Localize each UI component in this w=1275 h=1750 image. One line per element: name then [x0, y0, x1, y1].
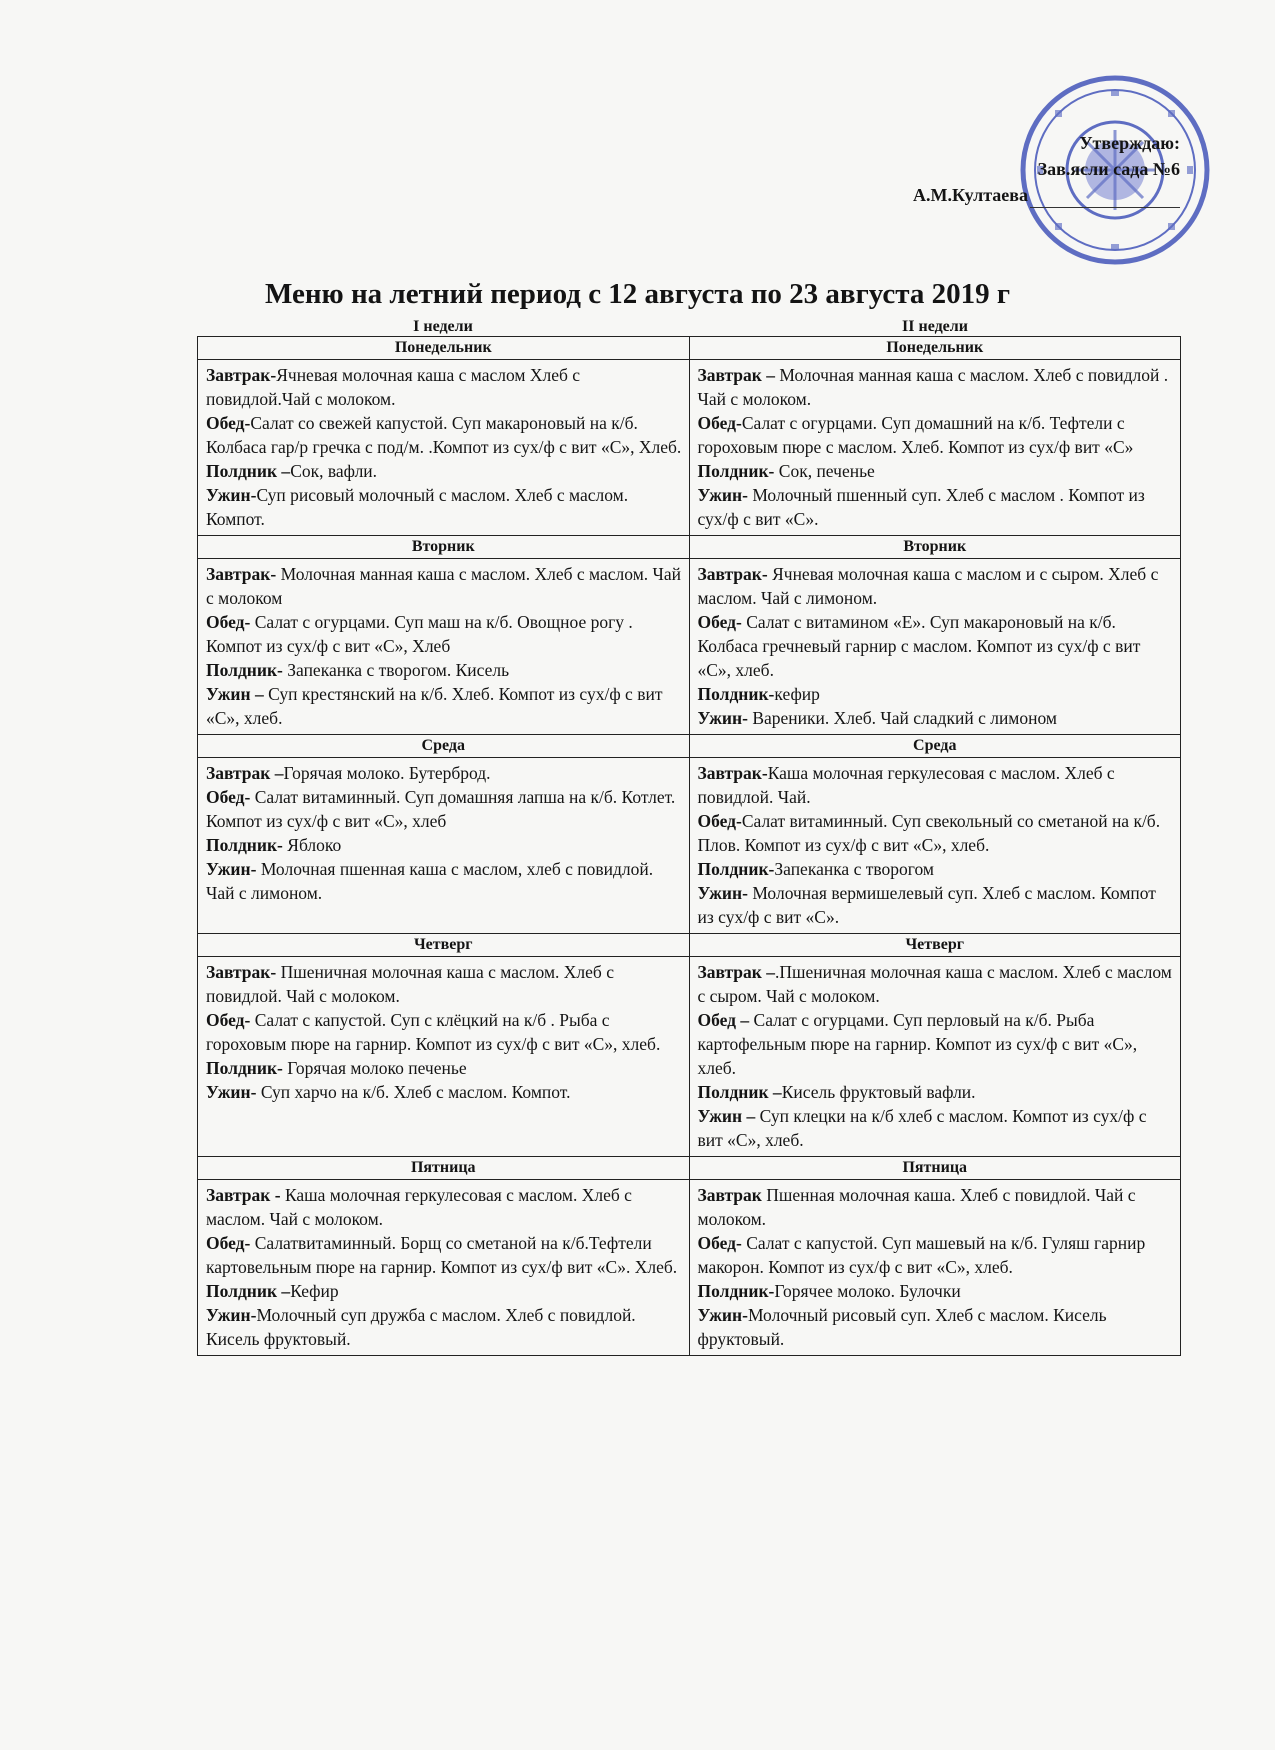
meal-label: Полдник-: [697, 684, 775, 704]
meal-text: Суп рисовый молочный с маслом. Хлеб с маслом. Компот.: [206, 485, 629, 529]
meal-label: Завтрак-: [206, 564, 277, 584]
meal-line: [698, 881, 1175, 929]
meal-label: Обед-: [206, 1010, 251, 1030]
meal-text: Салат с огурцами. Суп маш на к/б. Овощное рогу . Компот из сух/ф с вит «С», Хлеб: [206, 612, 633, 656]
meal-line: [206, 1279, 683, 1303]
day-name-2: Пятница: [689, 1157, 1181, 1180]
meal-text: Горячее молоко. Булочки: [774, 1281, 961, 1301]
day-menu-row: [198, 758, 1181, 934]
meal-label: Полдник –: [697, 1082, 782, 1102]
meal-text: Салат с капустой. Суп машевый на к/б. Гуляш гарнир макорон. Компот из сух/ф с вит «С», хлеб.: [697, 1233, 1146, 1277]
meal-text: Запеканка с творогом. Кисель: [282, 660, 510, 680]
meal-line: [698, 960, 1175, 1008]
meal-text: Суп харчо на к/б. Хлеб с маслом. Компот.: [256, 1082, 571, 1102]
meal-line: [206, 1231, 683, 1279]
meal-text: Салат с витамином «Е». Суп макароновый на к/б. Колбаса гречневый гарнир с маслом. Компот из сух/ф с вит «С», хлеб.: [697, 612, 1141, 680]
meal-text: Молочный суп дружба с маслом. Хлеб с повидлой. Кисель фруктовый.: [206, 1305, 636, 1349]
week-1-header: I недели: [413, 318, 473, 335]
meal-label: Полдник-: [697, 461, 775, 481]
meal-text: Пшеничная молочная каша с маслом. Хлеб с повидлой. Чай с молоком.: [206, 962, 614, 1006]
meal-line: [698, 459, 1175, 483]
meal-text: Сок, печенье: [774, 461, 875, 481]
week-2-header: II недели: [902, 318, 968, 335]
meal-label: Ужин-: [206, 859, 257, 879]
meal-line: [698, 761, 1175, 809]
day-name-1: Понедельник: [198, 337, 690, 360]
meal-text: Суп клецки на к/б хлеб с маслом. Компот из сух/ф с вит «С», хлеб.: [697, 1106, 1147, 1150]
meal-cell-week-1: [198, 360, 690, 536]
meal-cell-week-2: [689, 957, 1181, 1157]
meal-label: Обед –: [697, 1010, 750, 1030]
approval-signatory: [780, 182, 1180, 208]
meal-text: Кисель фруктовый вафли.: [781, 1082, 976, 1102]
meal-label: Обед-: [206, 1233, 251, 1253]
menu-table: [197, 336, 1181, 1356]
meal-line: [206, 1183, 683, 1231]
meal-label: Полдник –: [206, 1281, 291, 1301]
meal-label: Обед-: [206, 413, 251, 433]
meal-line: [698, 363, 1175, 411]
meal-line: [206, 761, 683, 785]
meal-text: Суп крестянский на к/б. Хлеб. Компот из сух/ф с вит «С», хлеб.: [206, 684, 663, 728]
meal-text: Молочная манная каша с маслом. Хлеб с маслом. Чай с молоком: [206, 564, 682, 608]
meal-cell-week-2: [689, 758, 1181, 934]
meal-line: [698, 1231, 1175, 1279]
meal-text: Молочная пшенная каша с маслом, хлеб с повидлой. Чай с лимоном.: [206, 859, 654, 903]
meal-line: [206, 1008, 683, 1056]
meal-line: [206, 833, 683, 857]
meal-line: [698, 857, 1175, 881]
meal-text: Салат с огурцами. Суп домашний на к/б. Тефтели с гороховым пюре с маслом. Хлеб. Компот из сух/ф вит «С»: [697, 413, 1134, 457]
meal-label: Ужин-: [206, 1082, 257, 1102]
meal-label: Обед-: [206, 787, 251, 807]
meal-text: Сок, вафли.: [290, 461, 378, 481]
meal-line: [206, 562, 683, 610]
signature-line: [1030, 189, 1180, 208]
meal-label: Завтрак –: [697, 365, 776, 385]
meal-line: [698, 1303, 1175, 1351]
meal-line: [698, 1279, 1175, 1303]
meal-line: [206, 483, 683, 531]
meal-label: Завтрак-: [206, 962, 277, 982]
day-header-row: [198, 536, 1181, 559]
meal-label: Завтрак-: [697, 564, 768, 584]
day-name-2: Понедельник: [689, 337, 1181, 360]
meal-label: Ужин-: [697, 708, 748, 728]
approval-block: [780, 130, 1180, 208]
meal-label: Полдник-: [206, 660, 283, 680]
meal-line: [206, 610, 683, 658]
meal-text: Вареники. Хлеб. Чай сладкий с лимоном: [747, 708, 1057, 728]
meal-label: Полдник-: [697, 1281, 775, 1301]
meal-label: Завтрак –: [206, 763, 284, 783]
meal-label: Ужин-: [697, 1305, 748, 1325]
meal-label: Завтрак: [697, 1185, 762, 1205]
day-menu-row: [198, 559, 1181, 735]
meal-line: [698, 562, 1175, 610]
meal-text: Салат со свежей капустой. Суп макароновый на к/б. Колбаса гар/р гречка с под/м. .Компот из сух/ф с вит «С», Хлеб.: [206, 413, 682, 457]
meal-text: Горячая молоко печенье: [282, 1058, 467, 1078]
meal-cell-week-1: [198, 758, 690, 934]
meal-label: Завтрак –: [697, 962, 776, 982]
meal-cell-week-2: [689, 1180, 1181, 1356]
meal-text: Яблоко: [282, 835, 342, 855]
meal-text: Салатвитаминный. Борщ со сметаной на к/б.Тефтели картовельным пюре на гарнир. Компот из сух/ф вит «С». Хлеб.: [206, 1233, 678, 1277]
meal-label: Обед-: [697, 413, 742, 433]
meal-line: [698, 1080, 1175, 1104]
meal-line: [206, 1080, 683, 1104]
page-title: Меню на летний период с 12 августа по 23 августа 2019 г: [264, 278, 1011, 310]
meal-line: [206, 658, 683, 682]
meal-text: Салат витаминный. Суп домашняя лапша на к/б. Котлет. Компот из сух/ф с вит «С», хлеб: [206, 787, 676, 831]
meal-label: Ужин-: [206, 1305, 257, 1325]
meal-text: Салат с огурцами. Суп перловый на к/б. Рыба картофельным пюре на гарнир. Компот из сух/ф с вит «С», хлеб.: [697, 1010, 1138, 1078]
meal-label: Завтрак-: [697, 763, 768, 783]
meal-label: Полдник-: [206, 1058, 283, 1078]
meal-text: Молочная вермишелевый суп. Хлеб с маслом. Компот из сух/ф с вит «С».: [697, 883, 1156, 927]
meal-text: Каша молочная геркулесовая с маслом. Хлеб с повидлой. Чай.: [697, 763, 1115, 807]
meal-label: Ужин –: [206, 684, 264, 704]
meal-label: Полдник-: [206, 835, 283, 855]
meal-cell-week-1: [198, 957, 690, 1157]
day-name-1: Вторник: [198, 536, 690, 559]
meal-cell-week-1: [198, 1180, 690, 1356]
meal-line: [698, 1104, 1175, 1152]
meal-label: Ужин-: [697, 485, 748, 505]
meal-text: Салат с капустой. Суп с клёцкий на к/б . Рыба с гороховым пюре на гарнир. Компот из сух/ф с вит «С», хлеб.: [206, 1010, 661, 1054]
meal-line: [698, 483, 1175, 531]
day-header-row: [198, 934, 1181, 957]
day-menu-row: [198, 360, 1181, 536]
meal-line: [206, 960, 683, 1008]
meal-label: Обед-: [697, 811, 742, 831]
meal-label: Обед-: [697, 1233, 742, 1253]
meal-label: Обед-: [206, 612, 251, 632]
day-name-2: Вторник: [689, 536, 1181, 559]
day-header-row: [198, 337, 1181, 360]
signatory-name: А.М.Култаева: [912, 185, 1028, 205]
meal-line: [206, 682, 683, 730]
meal-line: [206, 363, 683, 411]
meal-line: [698, 610, 1175, 682]
meal-text: Молочная манная каша с маслом. Хлеб с повидлой . Чай с молоком.: [697, 365, 1169, 409]
meal-label: Обед-: [697, 612, 742, 632]
meal-text: Кефир: [290, 1281, 339, 1301]
meal-line: [698, 1008, 1175, 1080]
meal-label: Полдник-: [697, 859, 775, 879]
day-name-2: Среда: [689, 735, 1181, 758]
day-header-row: [198, 1157, 1181, 1180]
meal-line: [206, 785, 683, 833]
day-name-1: Пятница: [198, 1157, 690, 1180]
meal-text: Салат витаминный. Суп свекольный со сметаной на к/б. Плов. Компот из сух/ф с вит «С», хлеб.: [697, 811, 1161, 855]
meal-text: Ячневая молочная каша с маслом и с сыром. Хлеб с маслом. Чай с лимоном.: [697, 564, 1159, 608]
approval-position: Зав.ясли сада №6: [1037, 159, 1180, 179]
meal-text: Каша молочная геркулесовая с маслом. Хлеб с маслом. Чай с молоком.: [206, 1185, 632, 1229]
meal-line: [698, 682, 1175, 706]
day-menu-row: [198, 1180, 1181, 1356]
approval-heading: Утверждаю:: [1079, 133, 1180, 153]
meal-text: Горячая молоко. Бутерброд.: [283, 763, 491, 783]
day-name-1: Среда: [198, 735, 690, 758]
meal-line: [206, 411, 683, 459]
meal-label: Ужин –: [697, 1106, 756, 1126]
meal-line: [206, 857, 683, 905]
meal-label: Полдник –: [206, 461, 291, 481]
meal-line: [206, 1056, 683, 1080]
meal-line: [698, 809, 1175, 857]
day-name-1: Четверг: [198, 934, 690, 957]
meal-text: Молочный пшенный суп. Хлеб с маслом . Компот из сух/ф с вит «С».: [697, 485, 1145, 529]
menu-table-wrapper: [197, 318, 1181, 1356]
meal-label: Завтрак -: [206, 1185, 281, 1205]
meal-text: Ячневая молочная каша с маслом Хлеб с повидлой.Чай с молоком.: [206, 365, 581, 409]
meal-line: [206, 459, 683, 483]
meal-text: .Пшеничная молочная каша с маслом. Хлеб с маслом с сыром. Чай с молоком.: [697, 962, 1172, 1006]
day-menu-row: [198, 957, 1181, 1157]
meal-cell-week-2: [689, 360, 1181, 536]
meal-line: [698, 1183, 1175, 1231]
meal-line: [206, 1303, 683, 1351]
meal-label: Ужин-: [697, 883, 748, 903]
day-header-row: [198, 735, 1181, 758]
meal-line: [698, 706, 1175, 730]
meal-text: Молочный рисовый суп. Хлеб с маслом. Кисель фруктовый.: [697, 1305, 1107, 1349]
meal-cell-week-1: [198, 559, 690, 735]
meal-line: [698, 411, 1175, 459]
meal-label: Завтрак-: [206, 365, 277, 385]
meal-text: Запеканка с творогом: [774, 859, 934, 879]
meal-text: кефир: [774, 684, 820, 704]
meal-cell-week-2: [689, 559, 1181, 735]
meal-text: Пшенная молочная каша. Хлеб с повидлой. Чай с молоком.: [697, 1185, 1136, 1229]
meal-label: Ужин-: [206, 485, 257, 505]
week-headers: [197, 318, 1181, 336]
day-name-2: Четверг: [689, 934, 1181, 957]
